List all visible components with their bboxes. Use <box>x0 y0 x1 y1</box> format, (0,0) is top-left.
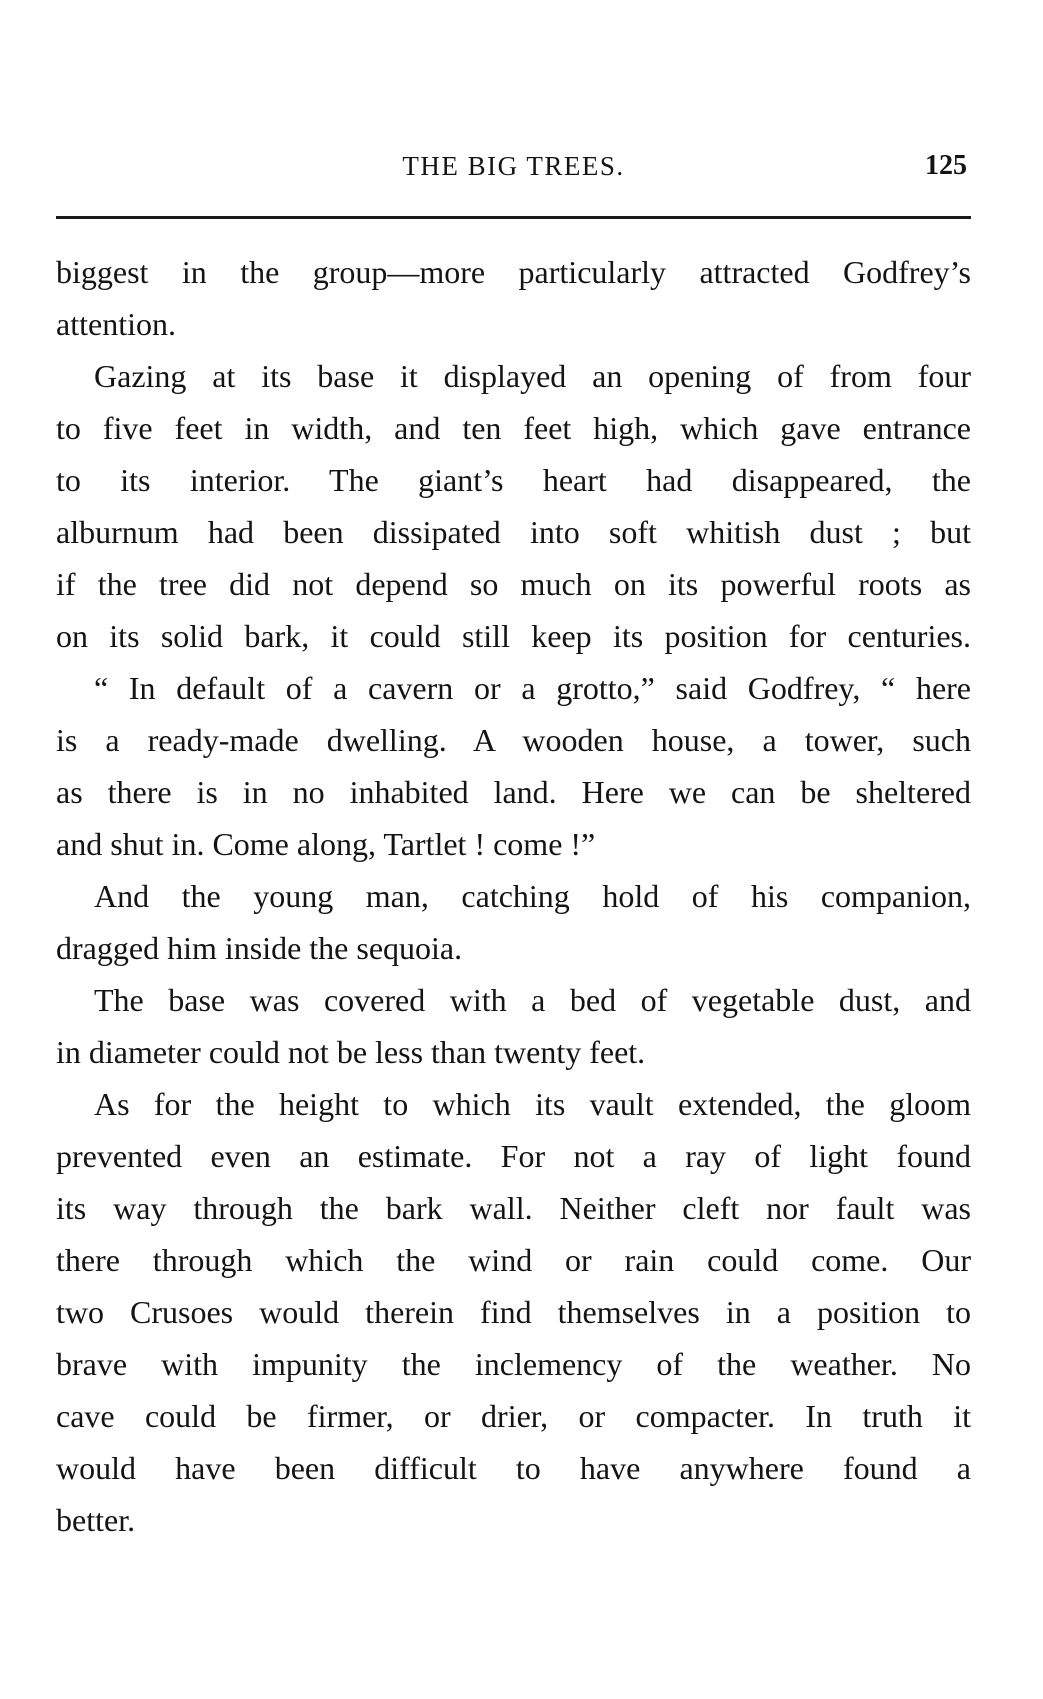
body-text <box>56 246 971 1546</box>
text-line: prevented even an estimate. For not a ray of light found <box>56 1138 971 1174</box>
header-rule <box>56 216 971 219</box>
page-number: 125 <box>925 150 967 181</box>
text-line: The base was covered with a bed of vegetable dust, and <box>94 982 971 1018</box>
text-line: Gazing at its base it displayed an opening of from four <box>94 358 971 394</box>
text-line: attention. <box>56 306 176 342</box>
text-line: to its interior. The giant’s heart had disappeared, the <box>56 462 971 498</box>
text-line: and shut in. Come along, Tartlet ! come !” <box>56 826 596 862</box>
text-line: dragged him inside the sequoia. <box>56 930 463 966</box>
text-line: better. <box>56 1502 136 1538</box>
running-head <box>56 146 971 186</box>
text-line: As for the height to which its vault extended, the gloom <box>94 1086 971 1122</box>
text-line: is a ready-made dwelling. A wooden house, a tower, such <box>56 722 971 758</box>
text-line: as there is in no inhabited land. Here we can be sheltered <box>56 774 971 810</box>
running-title: THE BIG TREES. <box>402 151 625 181</box>
text-line: biggest in the group—more particularly attracted Godfrey’s <box>56 254 971 290</box>
text-line: alburnum had been dissipated into soft whitish dust ; but <box>56 514 971 550</box>
text-line: there through which the wind or rain could come. Our <box>56 1242 971 1278</box>
text-line: to five feet in width, and ten feet high, which gave entrance <box>56 410 971 446</box>
text-line: “ In default of a cavern or a grotto,” said Godfrey, “ here <box>94 670 971 706</box>
text-line: would have been difficult to have anywhere found a <box>56 1450 971 1486</box>
text-line: its way through the bark wall. Neither cleft nor fault was <box>56 1190 971 1226</box>
text-line: And the young man, catching hold of his companion, <box>94 878 971 914</box>
text-line: on its solid bark, it could still keep its position for centuries. <box>56 618 971 654</box>
text-line: cave could be firmer, or drier, or compacter. In truth it <box>56 1398 971 1434</box>
text-line: two Crusoes would therein find themselves in a position to <box>56 1294 971 1330</box>
text-line: if the tree did not depend so much on its powerful roots as <box>56 566 971 602</box>
text-line: in diameter could not be less than twenty feet. <box>56 1034 646 1070</box>
text-line: brave with impunity the inclemency of the weather. No <box>56 1346 971 1382</box>
